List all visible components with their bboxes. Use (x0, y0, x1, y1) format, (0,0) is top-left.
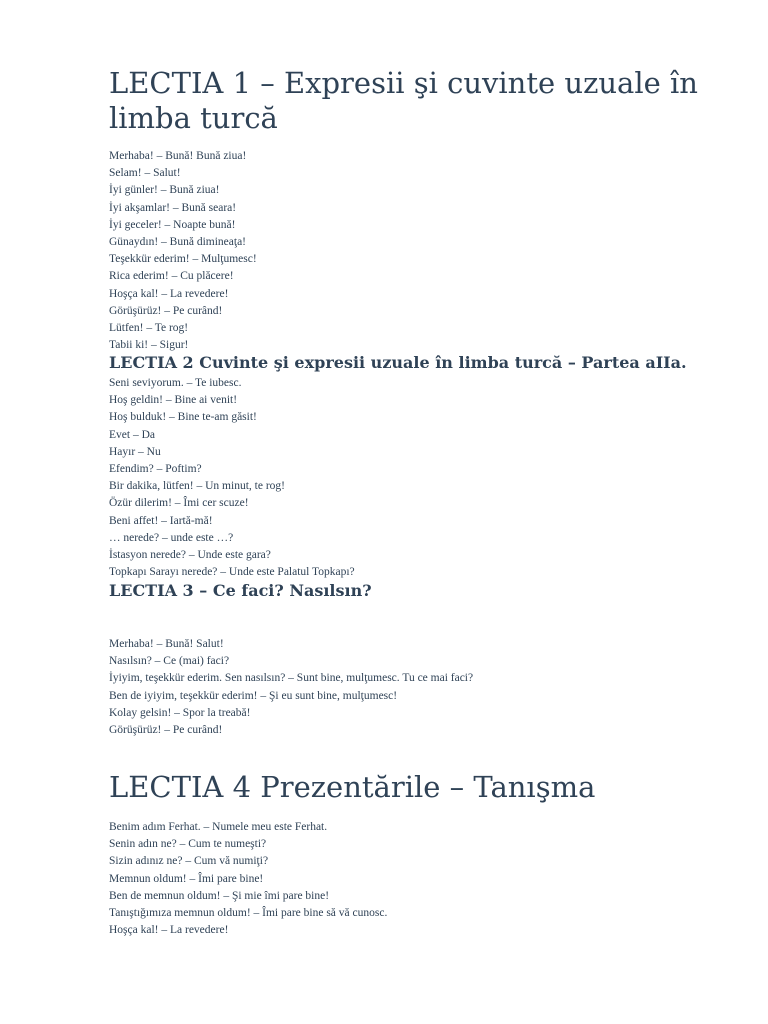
phrase-line: Beni affet! – Iartă-mă! (109, 514, 213, 527)
phrase-line: Hoşça kal! – La revedere! (109, 287, 229, 300)
phrase-line: Evet – Da (109, 428, 155, 441)
lesson-2-phrase-list (109, 375, 355, 581)
phrase-line: Topkapı Sarayı nerede? – Unde este Palatul Topkapı? (109, 566, 355, 579)
phrase-line: Merhaba! – Bună! Salut! (109, 638, 224, 650)
phrase-line: Benim adım Ferhat. – Numele meu este Ferhat. (109, 821, 328, 833)
lesson-3-phrase-list (109, 636, 473, 739)
phrase-line: Görüşürüz! – Pe curând! (109, 304, 223, 317)
phrase-line: Selam! – Salut! (109, 167, 181, 180)
phrase-line: İyi geceler! – Noapte bună! (109, 218, 236, 231)
phrase-line: Günaydın! – Bună dimineaţa! (109, 236, 247, 249)
phrase-line: Ben de memnun oldum! – Şi mie îmi pare bine! (109, 889, 330, 902)
lesson-2-title: LECTIA 2 Cuvinte şi expresii uzuale în limba turcă – Partea aIIa. (109, 353, 687, 372)
phrase-line: Tabii ki! – Sigur! (109, 339, 189, 352)
phrase-line: Ben de iyiyim, teşekkür ederim! – Şi eu sunt bine, mulţumesc! (109, 689, 398, 702)
phrase-line: Tanıştığımıza memnun oldum! – Îmi pare bine să vă cunosc. (109, 907, 388, 920)
phrase-line: Bir dakika, lütfen! – Un minut, te rog! (109, 480, 285, 493)
phrase-line: Kolay gelsin! – Spor la treabă! (109, 706, 251, 719)
phrase-line: Hoş bulduk! – Bine te-am găsit! (109, 411, 257, 424)
phrase-line: Rica ederim! – Cu plăcere! (109, 270, 234, 283)
phrase-line: Senin adın ne? – Cum te numeşti? (109, 838, 267, 851)
phrase-line: Nasılsın? – Ce (mai) faci? (109, 655, 230, 668)
phrase-line: Merhaba! – Bună! Bună ziua! (109, 150, 247, 162)
phrase-line: Memnun oldum! – Îmi pare bine! (109, 872, 264, 885)
phrase-line: Seni seviyorum. – Te iubesc. (109, 377, 242, 389)
phrase-line: İyi akşamlar! – Bună seara! (109, 201, 237, 214)
phrase-line: Hoşça kal! – La revedere! (109, 924, 229, 937)
phrase-line: Lütfen! – Te rog! (109, 322, 189, 335)
phrase-line: Hoş geldin! – Bine ai venit! (109, 394, 238, 407)
lesson-1-phrase-list (109, 148, 257, 354)
phrase-line: İstasyon nerede? – Unde este gara? (109, 549, 271, 562)
phrase-line: … nerede? – unde este …? (109, 531, 234, 544)
lesson-1-title: LECTIA 1 – Expresii şi cuvinte uzuale în limba turcă (109, 66, 698, 135)
lesson-4-phrase-list (109, 819, 387, 939)
phrase-line: Özür dilerim! – Îmi cer scuze! (109, 497, 249, 510)
phrase-line: Teşekkür ederim! – Mulţumesc! (109, 253, 257, 266)
phrase-line: İyiyim, teşekkür ederim. Sen nasılsın? – Sunt bine, mulţumesc. Tu ce mai faci? (109, 672, 474, 685)
phrase-line: Görüşürüz! – Pe curând! (109, 724, 223, 737)
phrase-line: Efendim? – Poftim? (109, 463, 202, 476)
phrase-line: Hayır – Nu (109, 445, 161, 458)
phrase-line: Sizin adınız ne? – Cum vă numiţi? (109, 855, 269, 868)
phrase-line: İyi günler! – Bună ziua! (109, 184, 220, 197)
lesson-3-title: LECTIA 3 – Ce faci? Nasılsın? (109, 581, 372, 600)
lesson-4-title: LECTIA 4 Prezentările – Tanışma (109, 770, 596, 804)
